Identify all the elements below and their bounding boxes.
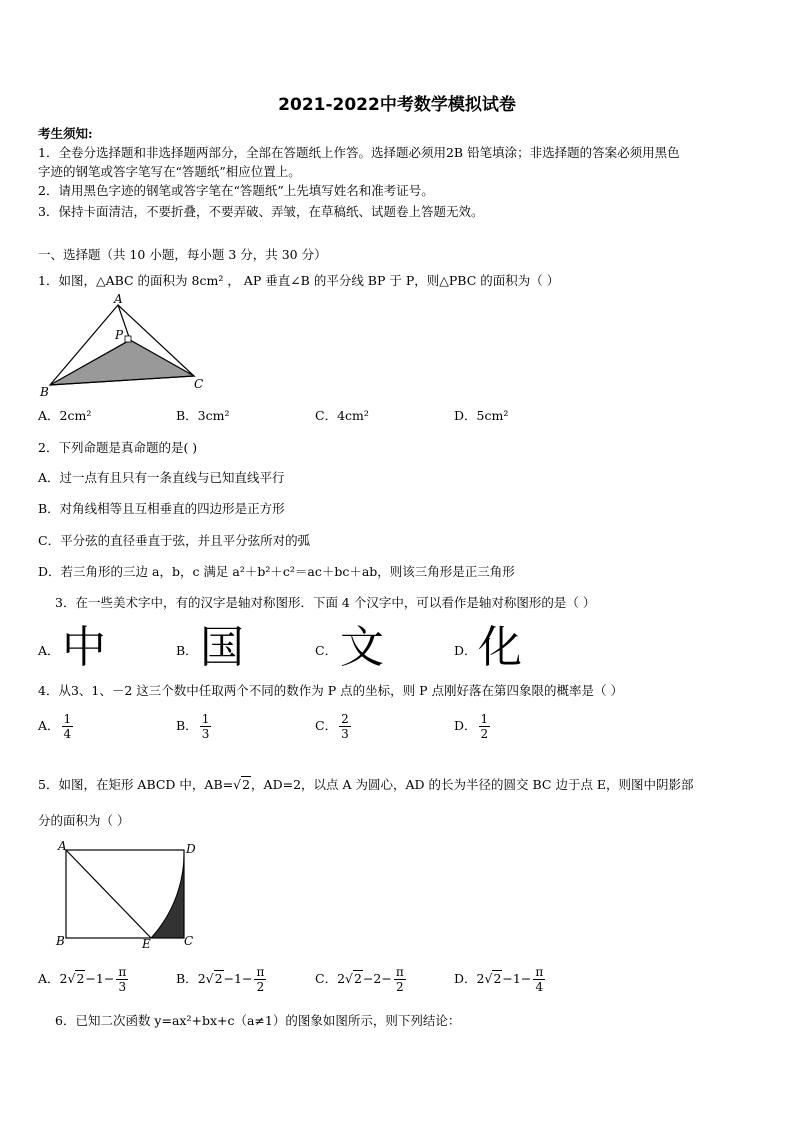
q1-label-a: A: [114, 292, 123, 306]
q2-option-d[interactable]: D．若三角形的三边 a，b，c 满足 a²＋b²＋c²＝ac＋bc＋ab，则该三角形是正三角形: [38, 564, 515, 579]
q4-option-b[interactable]: [176, 712, 211, 741]
q5-shaded-region: [151, 850, 184, 938]
q4-option-b-letter: B．: [176, 718, 198, 733]
section-heading: 一、选择题（共 10 小题，每小题 3 分，共 30 分）: [38, 247, 327, 262]
q5-option-a[interactable]: A．2√2−1− $\frac{\pi}{3}$: [38, 965, 127, 994]
q1-label-p: P: [115, 328, 124, 342]
q3-option-b-letter[interactable]: B．: [176, 643, 198, 658]
page-title: 2021-2022中考数学模拟试卷: [278, 95, 516, 115]
q5-option-b[interactable]: B．2√2−1− $\frac{\pi}{2}$: [176, 965, 265, 994]
q4-option-b-fraction: $\frac{1}{3}$: [201, 712, 210, 741]
q5-option-b-fraction: $\frac{\pi}{2}$: [256, 965, 265, 994]
q5-label-c: C: [184, 934, 194, 948]
q1-shaded-triangle: [50, 340, 194, 385]
q1-option-d[interactable]: D．5cm²: [454, 408, 509, 423]
q3-stem: 3．在一些美术字中，有的汉字是轴对称图形．下面 4 个汉字中，可以看作是轴对称图形的是（ ）: [55, 595, 596, 610]
q5-ae-line: [66, 850, 151, 938]
q5-option-d-fraction: $\frac{\pi}{4}$: [535, 965, 544, 994]
q6-stem: 6．已知二次函数 y=ax²+bx+c（a≠1）的图象如图所示，则下列结论：: [55, 1013, 461, 1028]
q1-option-a[interactable]: A．2cm²: [38, 408, 92, 423]
q1-triangle-figure: [36, 292, 216, 402]
notice-line-1b: 字迹的钢笔或答字笔写在“答题纸”相应位置上。: [38, 164, 301, 179]
notice-line-3: 3．保持卡面清洁，不要折叠，不要弄破、弄皱，在草稿纸、试题卷上答题无效。: [38, 204, 484, 219]
q4-option-a[interactable]: [38, 712, 73, 741]
q4-option-d[interactable]: [454, 712, 490, 741]
q5-option-d[interactable]: D．2√2−1− $\frac{\pi}{4}$: [454, 965, 544, 994]
q5-sqrt-radicand: 2: [242, 777, 251, 792]
q5-label-b: B: [56, 934, 65, 948]
q5-label-d: D: [186, 842, 196, 856]
q2-option-a[interactable]: A．过一点有且只有一条直线与已知直线平行: [38, 470, 285, 485]
q4-stem: 4．从3、1、－2 这三个数中任取两个不同的数作为 P 点的坐标，则 P 点刚好落在第四象限的概率是（ ）: [38, 683, 623, 698]
q5-rectangle-figure: [54, 838, 204, 953]
q5-label-e: E: [142, 937, 151, 951]
q5-stem-line2: 分的面积为（ ）: [38, 813, 130, 828]
q4-option-c[interactable]: [315, 712, 351, 741]
q1-label-b: B: [40, 385, 49, 399]
notice-heading: 考生须知:: [38, 126, 93, 141]
q1-right-angle-mark: [125, 336, 131, 342]
q3-option-a-letter[interactable]: A．: [38, 643, 60, 658]
q1-stem: 1．如图，△ABC 的面积为 8cm² ， AP 垂直∠B 的平分线 BP 于 P，则△PBC 的面积为（ ）: [38, 273, 560, 288]
q4-option-c-fraction: $\frac{2}{3}$: [341, 712, 349, 741]
q4-option-c-letter: C．: [315, 718, 338, 733]
q2-stem: 2．下列命题是真命题的是( ): [38, 440, 198, 455]
q5-stem-line1: 5．如图，在矩形 ABCD 中，AB=√2，AD=2，以点 A 为圆心，AD 的长为半径的圆交 BC 边于点 E，则图中阴影部: [38, 777, 694, 792]
q3-char-wen: 文: [340, 622, 384, 673]
q5-option-c-fraction: $\frac{\pi}{2}$: [395, 965, 404, 994]
q5-option-a-fraction: $\frac{\pi}{3}$: [118, 965, 127, 994]
q3-char-hua: 化: [478, 622, 522, 673]
q4-option-a-fraction: $\frac{1}{4}$: [63, 712, 72, 741]
q1-label-c: C: [194, 377, 204, 391]
q4-option-d-fraction: $\frac{1}{2}$: [480, 712, 489, 741]
q2-option-b[interactable]: B．对角线相等且互相垂直的四边形是正方形: [38, 501, 285, 516]
q1-option-b[interactable]: B．3cm²: [176, 408, 230, 423]
q1-option-c[interactable]: C．4cm²: [315, 408, 369, 423]
q4-option-a-letter: A．: [38, 718, 60, 733]
notice-line-1a: 1．全卷分选择题和非选择题两部分，全部在答题纸上作答。选择题必须用2B 铅笔填涂；非选择题的答案必须用黑色: [38, 145, 680, 160]
q2-option-c[interactable]: C．平分弦的直径垂直于弦，并且平分弦所对的弧: [38, 533, 311, 548]
q3-option-d-letter[interactable]: D．: [454, 643, 477, 658]
q3-char-guo: 国: [200, 622, 244, 673]
q3-option-c-letter[interactable]: C．: [315, 643, 338, 658]
q4-option-d-letter: D．: [454, 718, 477, 733]
q5-label-a: A: [58, 839, 67, 853]
notice-line-2: 2．请用黑色字迹的钢笔或答字笔在“答题纸”上先填写姓名和准考证号。: [38, 183, 434, 198]
q5-option-c[interactable]: C．2√2−2− $\frac{\pi}{2}$: [315, 965, 404, 994]
q3-char-zhong: 中: [62, 622, 106, 673]
